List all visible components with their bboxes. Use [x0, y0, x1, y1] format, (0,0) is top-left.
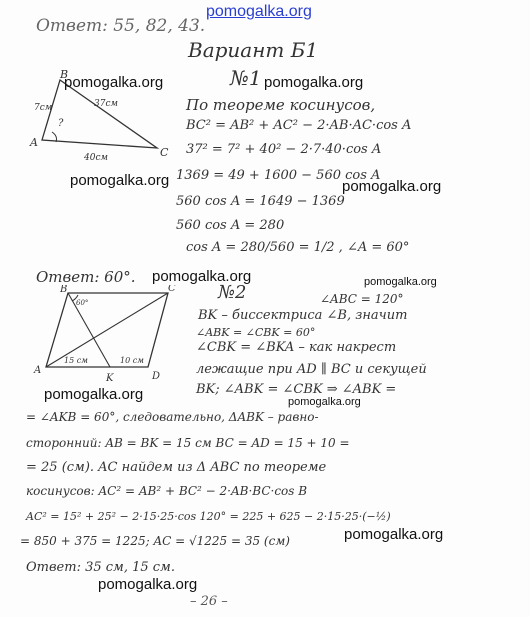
segment-kd-label: 10 см — [120, 356, 144, 365]
problem1-line-7: cos A = 280/560 = 1/2 , ∠A = 60° — [186, 240, 410, 255]
watermark-10: pomogalka.org — [98, 576, 198, 593]
watermark-6: pomogalka.org — [364, 276, 437, 288]
previous-answer: Ответ: 55, 82, 43. — [36, 16, 206, 36]
variant-title: Вариант Б1 — [188, 38, 319, 62]
problem2-line-5: лежащие при AD ∥ BC и секущей — [196, 362, 427, 377]
problem2-line-6: BK; ∠ABK = ∠CBK ⇒ ∠ABK = — [196, 382, 397, 397]
problem2-number: №2 — [218, 282, 247, 303]
problem2-line-4: ∠CBK = ∠BKA – как накрест — [196, 340, 397, 355]
vertex-b-label: B — [60, 70, 69, 81]
side-ab-label: 7см — [34, 103, 53, 113]
watermark-9: pomogalka.org — [344, 526, 444, 543]
watermark-7: pomogalka.org — [44, 386, 144, 403]
problem2-line-2: BK – биссектриса ∠B, значит — [198, 308, 408, 323]
problem2-parallelogram-figure — [28, 285, 183, 385]
problem2-line-8: сторонний: AB = BK = 15 см BC = AD = 15 + 10 = — [26, 436, 350, 450]
site-watermark-top[interactable]: pomogalka.org — [206, 3, 312, 20]
problem1-line-2: BC² = AB² + AC² − 2·AB·AC·cos A — [186, 118, 412, 133]
problem1-line-6: 560 cos A = 280 — [176, 218, 285, 233]
vertex-b2-label: B — [60, 285, 68, 295]
vertex-d2-label: D — [152, 371, 161, 382]
angle-60-label: 60° — [76, 299, 89, 307]
problem1-line-1: По теореме косинусов, — [186, 96, 376, 114]
problem2-line-10: косинусов: AC² = AB² + BC² − 2·AB·BC·cos B — [26, 484, 308, 498]
problem2-line-11: AC² = 15² + 25² − 2·15·25·cos 120° = 225 + 625 − 2·15·25·(−½) — [26, 510, 391, 523]
problem1-answer: Ответ: 60°. — [36, 268, 136, 286]
problem1-line-4: 1369 = 49 + 1600 − 560 cos A — [176, 168, 381, 183]
problem2-answer: Ответ: 35 см, 15 см. — [26, 560, 175, 575]
watermark-1: pomogalka.org — [64, 74, 164, 91]
side-bc-label: 37см — [94, 99, 118, 109]
problem2-line-1: ∠ABC = 120° — [320, 292, 404, 306]
watermark-8: pomogalka.org — [288, 396, 361, 408]
watermark-5: pomogalka.org — [152, 268, 252, 285]
problem2-line-12: = 850 + 375 = 1225; AC = √1225 = 35 (см) — [20, 534, 290, 548]
side-ac-label: 40см — [84, 153, 108, 163]
point-k-label: K — [106, 373, 114, 384]
angle-question-label: ? — [58, 118, 64, 129]
problem2-line-7: = ∠AKB = 60°, следовательно, ΔABK – равно- — [26, 410, 319, 424]
watermark-4: pomogalka.org — [342, 178, 442, 195]
watermark-3: pomogalka.org — [70, 172, 170, 189]
vertex-c-label: C — [160, 146, 169, 159]
problem2-line-3: ∠ABK = ∠CBK = 60° — [196, 326, 316, 339]
vertex-c2-label: C — [168, 285, 176, 294]
problem2-line-9: = 25 (см). AC найдем из Δ ABC по теореме — [26, 460, 327, 475]
problem1-line-3: 37² = 7² + 40² − 2·7·40·cos A — [186, 142, 382, 157]
vertex-a2-label: A — [34, 365, 42, 376]
watermark-2: pomogalka.org — [264, 74, 364, 91]
problem1-number: №1 — [230, 66, 262, 90]
segment-ak-label: 15 см — [64, 356, 88, 365]
vertex-a-label: A — [30, 136, 38, 149]
problem1-line-5: 560 cos A = 1649 − 1369 — [176, 194, 345, 209]
page-number: – 26 – — [190, 594, 228, 609]
